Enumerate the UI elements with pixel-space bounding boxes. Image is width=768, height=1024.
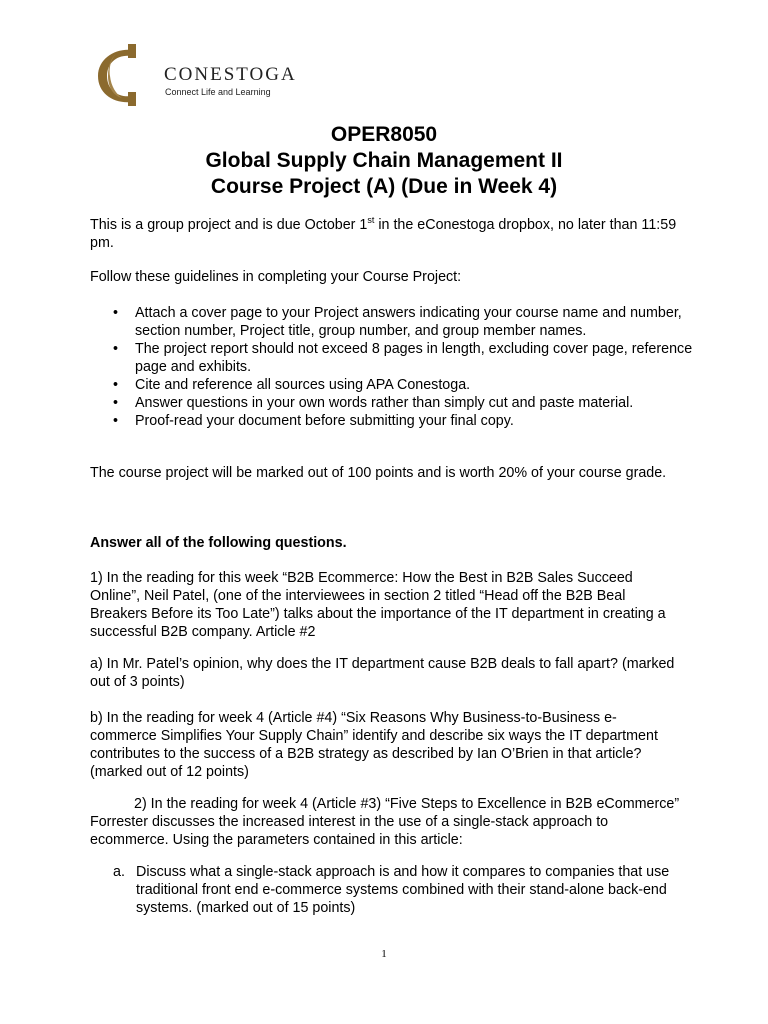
marking-paragraph: The course project will be marked out of 100 points and is worth 20% of your course grade. bbox=[90, 465, 667, 481]
question-1b: b) In the reading for week 4 (Article #4) “Six Reasons Why Business-to-Business e-commerce Simplifies Your Supply Chain” identify and describe six ways the IT department contributes to the success of a B2B strategy as described by Ian O’Brien in that article? (marked out of 12 points) bbox=[90, 710, 658, 780]
question-2a bbox=[113, 863, 683, 917]
guidelines-intro: Follow these guidelines in completing your Course Project: bbox=[90, 269, 462, 285]
logo-tagline: Connect Life and Learning bbox=[165, 87, 271, 97]
list-item: • Proof-read your document before submitting your final copy. bbox=[113, 412, 693, 430]
intro-text-end: in the eConestoga dropbox, no later than 11:59 pm. bbox=[90, 217, 677, 251]
page-number: 1 bbox=[381, 948, 387, 960]
intro-text-start: This is a group project and is due October 1 bbox=[90, 217, 368, 233]
list-item: • The project report should not exceed 8 pages in length, excluding cover page, reference page and exhibits. bbox=[113, 340, 693, 376]
guidelines-list bbox=[113, 304, 693, 430]
list-item: • Attach a cover page to your Project answers indicating your course name and number, section number, Project title, group number, and group member names. bbox=[113, 304, 693, 340]
list-item: • Cite and reference all sources using APA Conestoga. bbox=[113, 376, 693, 394]
logo-wordmark: CONESTOGA bbox=[164, 64, 297, 85]
project-title: Course Project (A) (Due in Week 4) bbox=[210, 175, 558, 198]
conestoga-logo bbox=[92, 44, 322, 108]
course-code: OPER8050 bbox=[330, 123, 438, 146]
question-1a: a) In Mr. Patel’s opinion, why does the IT department cause B2B deals to fall apart? (marked out of 3 points) bbox=[90, 656, 675, 690]
date-superscript: st bbox=[367, 215, 375, 226]
question-2: 2) In the reading for week 4 (Article #3) “Five Steps to Excellence in B2B eCommerce” Forrester discusses the increased interest in the use of a single-stack approach to ecommerce. Using the parameters contained in this article: bbox=[90, 796, 680, 848]
conestoga-c-mark-icon bbox=[92, 44, 148, 106]
document-title-block bbox=[0, 122, 768, 200]
question-2a-text: Discuss what a single-stack approach is and how it compares to companies that use traditional front end e-commerce systems combined with their stand-alone back-end systems. (marked out of 15 points) bbox=[136, 864, 670, 916]
intro-paragraph bbox=[90, 216, 680, 252]
question-2a-label: a. bbox=[113, 864, 125, 880]
list-item: • Answer questions in your own words rather than simply cut and paste material. bbox=[113, 394, 693, 412]
instructions-heading: Answer all of the following questions. bbox=[90, 535, 347, 551]
course-name: Global Supply Chain Management II bbox=[205, 149, 563, 172]
question-1: 1) In the reading for this week “B2B Ecommerce: How the Best in B2B Sales Succeed Online”, Neil Patel, (one of the interviewees in section 2 titled “Head off the B2B Beal Breakers Before its Too Late”) talks about the importance of the IT department in creating a successful B2B company. Article #2 bbox=[90, 570, 666, 640]
